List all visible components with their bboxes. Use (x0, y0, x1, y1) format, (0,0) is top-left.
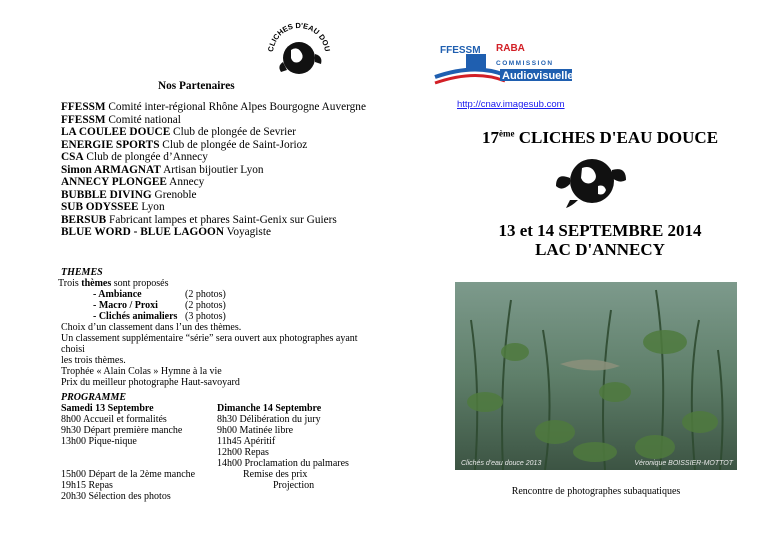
themes-intro: Trois thèmes sont proposés (58, 278, 169, 289)
themes-title: THEMES (61, 267, 103, 278)
partner-item: BLUE WORD - BLUE LAGOON Voyagiste (61, 226, 271, 238)
theme-note: Un classement supplémentaire “série” sera ouvert aux photographes ayant choisi (61, 333, 358, 355)
theme-item: - Ambiance (2 photos) (93, 289, 226, 300)
event-title (470, 128, 730, 148)
event-name: CLICHES D'EAU DOUCE (514, 128, 719, 147)
sunday-heading: Dimanche 14 Septembre (217, 403, 322, 414)
schedule-item: 8h30 Délibération du jury (217, 414, 321, 425)
partner-item: SUB ODYSSEE Lyon (61, 201, 165, 213)
partner-item: CSA Club de plongée d’Annecy (61, 151, 208, 163)
logo-org2: RABA (496, 43, 525, 54)
partners-list (61, 101, 366, 239)
partners-title: Nos Partenaires (158, 80, 235, 92)
globe-logo-image (552, 148, 632, 210)
theme-note: Trophée « Alain Colas » Hymne à la vie (61, 366, 222, 377)
event-dates: 13 et 14 SEPTEMBRE 2014 (498, 221, 702, 240)
logo-line2: Audiovisuelle (502, 70, 574, 82)
event-location: LAC D'ANNECY (535, 240, 665, 259)
schedule-item: 9h30 Départ première manche (61, 425, 183, 436)
cliches-logo-top (263, 14, 335, 84)
partner-item: FFESSM Comité inter-régional Rhône Alpes Bourgogne Auvergne (61, 101, 366, 113)
photo-caption-left: Clichés d'eau douce 2013 (461, 460, 542, 467)
schedule-item: 19h15 Repas (61, 480, 113, 491)
schedule-item: 15h00 Départ de la 2ème manche (61, 469, 196, 480)
partner-item: BUBBLE DIVING Grenoble (61, 188, 197, 201)
partner-item: LA COULEE DOUCE Club de plongée de Sevrier (61, 126, 297, 138)
programme-title: PROGRAMME (61, 392, 127, 403)
theme-note: Choix d’un classement dans l’un des thèmes. (61, 322, 242, 333)
theme-item: - Clichés animaliers (3 photos) (93, 311, 226, 322)
saturday-heading: Samedi 13 Septembre (61, 403, 154, 414)
website-link[interactable]: http://cnav.imagesub.com (457, 99, 565, 110)
schedule-item: 11h45 Apéritif (217, 436, 276, 447)
themes-block (58, 278, 378, 388)
logo-line1: COMMISSION (496, 60, 554, 67)
schedule-item: Remise des prix (243, 469, 308, 480)
themes-notes (61, 322, 378, 388)
partner-item: Simon ARMAGNAT Artisan bijoutier Lyon (61, 163, 264, 176)
saturday-schedule (61, 403, 195, 502)
partner-item: FFESSM Comité national (61, 113, 181, 126)
globe-logo (552, 148, 632, 210)
schedule-item: Projection (273, 480, 315, 491)
cliches-logo-image (263, 14, 335, 84)
logo-org1: FFESSM (440, 45, 481, 56)
sunday-schedule (217, 403, 349, 491)
partner-item: ENERGIE SPORTS Club de plongée de Saint-Jorioz (61, 138, 308, 151)
theme-note: Prix du meilleur photographe Haut-savoyard (61, 377, 240, 388)
edition-number: 17 (481, 128, 499, 147)
schedule-item: 12h00 Repas (217, 447, 269, 458)
edition-suffix: ème (498, 128, 515, 139)
footer-text: Rencontre de photographes subaquatiques (511, 486, 681, 497)
schedule-item: 9h00 Matinée libre (217, 425, 294, 436)
partner-item: BERSUB Fabricant lampes et phares Saint-Genix sur Guiers (61, 213, 337, 226)
theme-note: les trois thèmes. (61, 355, 126, 366)
logo-text: CLICHES D'EAU DOU (266, 20, 332, 53)
schedule-item: 8h00 Accueil et formalités (61, 414, 167, 425)
schedule-item: 14h00 Proclamation du palmares (217, 458, 349, 469)
partner-item: ANNECY PLONGEE Annecy (61, 176, 205, 188)
ffessm-logo-image (430, 39, 580, 89)
schedule-item: 20h30 Sélection des photos (61, 491, 171, 502)
photo-image (455, 282, 737, 470)
schedule-item: 13h00 Pique-nique (61, 436, 137, 447)
photo-caption-right: Véronique BOISSIER-MOTTOT (634, 460, 733, 467)
ffessm-logo (430, 39, 580, 89)
underwater-photo (455, 282, 737, 470)
theme-item: - Macro / Proxi (2 photos) (93, 300, 226, 311)
